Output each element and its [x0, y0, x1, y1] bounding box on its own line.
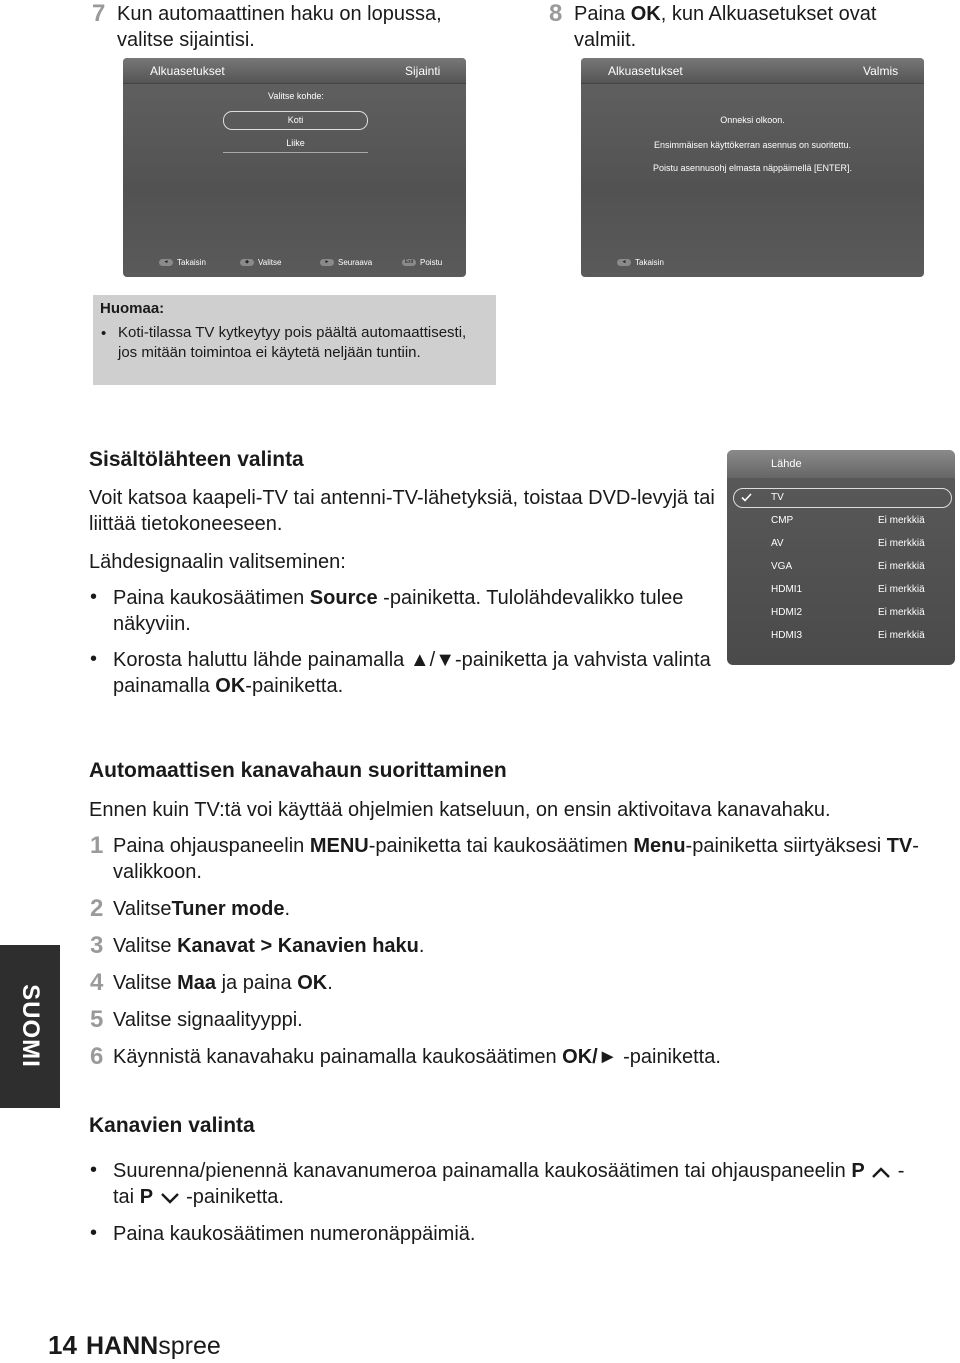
hint-select: ◆ Valitse: [240, 258, 281, 267]
source-row-hdmi2[interactable]: HDMI2 Ei merkkiä: [771, 607, 925, 618]
scan-step-3-number: 3: [90, 932, 104, 959]
scan-step-6: Käynnistä kanavahaku painamalla kaukosäätimen OK/► -painiketta.: [113, 1046, 721, 1068]
bullet-dot: •: [90, 1222, 98, 1244]
setup-location-screen: [123, 58, 466, 277]
bullet-dot: •: [90, 648, 98, 670]
screen-step-label: Sijainti: [405, 64, 441, 78]
option-home-highlight[interactable]: [223, 111, 368, 130]
scan-intro: Ennen kuin TV:tä voi käyttää ohjelmien katseluun, on ensin aktivoitava kanavahaku.: [89, 799, 831, 821]
step-8-text: Paina OK, kun Alkuasetukset ovat valmiit.: [574, 3, 877, 51]
source-bullet-2: Korosta haluttu lähde painamalla ▲/▼-painiketta ja vahvista valinta painamalla OK-painiketta.: [113, 649, 711, 697]
channel-bullet-2: Paina kaukosäätimen numeronäppäimiä.: [113, 1223, 476, 1245]
scan-step-4-number: 4: [90, 969, 104, 996]
option-business-label: Liike: [286, 138, 305, 148]
page-number: 14: [48, 1330, 77, 1360]
note-box: [93, 295, 496, 385]
option-business[interactable]: [223, 135, 368, 153]
chevron-down-icon: [159, 1191, 181, 1205]
source-row-av[interactable]: AV Ei merkkiä: [771, 538, 925, 549]
select-prompt: Valitse kohde:: [268, 91, 324, 101]
channel-bullet-1: Suurenna/pienennä kanavanumeroa painamalla kaukosäätimen tai ohjauspaneelin P - tai P -painiketta.: [113, 1160, 905, 1208]
hint-back: ◄ Takaisin: [617, 258, 664, 267]
install-done-line: Ensimmäisen käyttökerran asennus on suoritettu.: [653, 140, 852, 150]
hint-exit: Exit Poistu: [402, 258, 442, 267]
scan-step-5-number: 5: [90, 1006, 104, 1033]
bullet-dot: •: [90, 1159, 98, 1181]
source-menu: [727, 450, 955, 665]
congrats-line: Onneksi olkoon.: [720, 115, 785, 125]
scan-step-5: Valitse signaalityyppi.: [113, 1009, 303, 1031]
hint-next: ► Seuraava: [320, 258, 372, 267]
screen-title-bar: [581, 58, 924, 84]
note-text: Koti-tilassa TV kytkeytyy pois päältä automaattisesti, jos mitään toimintoa ei käytetä neljään tuntiin.: [118, 324, 467, 361]
scan-heading: Automaattisen kanavahaun suorittaminen: [89, 759, 507, 782]
screen-step-label: Valmis: [863, 64, 899, 78]
source-row-hdmi1[interactable]: HDMI1 Ei merkkiä: [771, 584, 925, 595]
source-menu-header: Lähde: [727, 450, 955, 478]
scan-step-1: Paina ohjauspaneelin MENU-painiketta tai kaukosäätimen Menu-painiketta siirtyäksesi TV-valikkoon.: [113, 835, 919, 883]
scan-step-6-number: 6: [90, 1043, 104, 1070]
option-home: Koti: [287, 115, 304, 125]
channel-heading: Kanavien valinta: [89, 1114, 255, 1137]
source-row-tv[interactable]: TV: [727, 486, 955, 509]
hint-back: ◄ Takaisin: [159, 258, 206, 267]
language-side-tab: SUOMI: [0, 945, 60, 1108]
step-8-number: 8: [549, 0, 563, 27]
chevron-up-icon: [870, 1165, 892, 1179]
step-7-text: Kun automaattinen haku on lopussa, valitse sijaintisi.: [117, 3, 442, 51]
screen-title: Alkuasetukset: [608, 64, 683, 78]
scan-step-3: Valitse Kanavat > Kanavien haku.: [113, 935, 425, 957]
screen-title-bar: [123, 58, 466, 84]
exit-info-line: Poistu asennusohj elmasta näppäimellä [ENTER].: [652, 163, 853, 173]
scan-step-2: ValitseTuner mode.: [113, 898, 291, 920]
source-bullet-1: Paina kaukosäätimen Source -painiketta. Tulolähdevalikko tulee näkyviin.: [113, 587, 684, 635]
note-bullet: •: [101, 325, 107, 342]
source-row-hdmi3[interactable]: HDMI3 Ei merkkiä: [771, 630, 925, 641]
screen-title: Alkuasetukset: [150, 64, 225, 78]
source-row-cmp[interactable]: CMP Ei merkkiä: [771, 515, 925, 526]
brand-logo: HANNspree: [86, 1332, 221, 1360]
source-heading: Sisältölähteen valinta: [89, 448, 304, 471]
note-title: Huomaa:: [100, 300, 165, 317]
source-sub: Lähdesignaalin valitseminen:: [89, 551, 346, 573]
source-intro: Voit katsoa kaapeli-TV tai antenni-TV-lähetyksiä, toistaa DVD-levyjä tai liittää tietokoneeseen.: [89, 487, 715, 535]
scan-step-4: Valitse Maa ja paina OK.: [113, 972, 333, 994]
bullet-dot: •: [90, 586, 98, 608]
scan-step-1-number: 1: [90, 832, 104, 859]
step-7-number: 7: [92, 0, 106, 27]
scan-step-2-number: 2: [90, 895, 104, 922]
source-row-vga[interactable]: VGA Ei merkkiä: [771, 561, 925, 572]
check-icon: [741, 493, 752, 502]
setup-complete-screen: [581, 58, 924, 277]
